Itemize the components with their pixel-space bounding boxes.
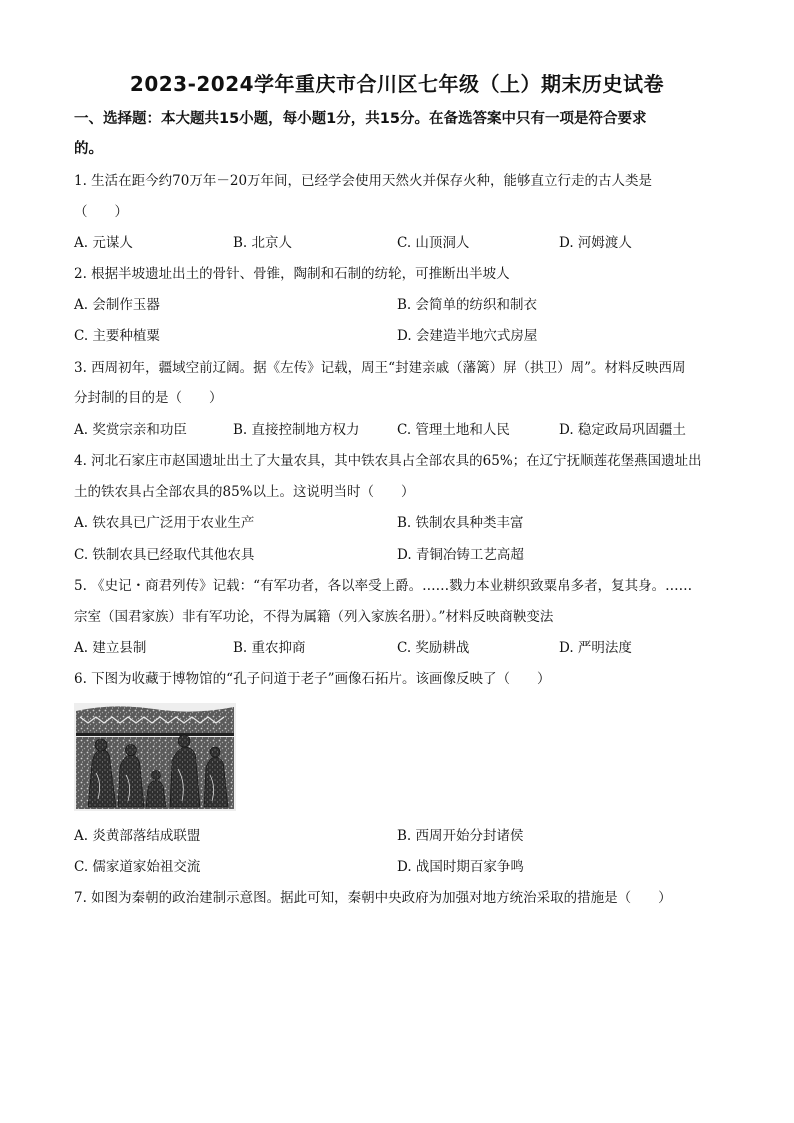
question-6-option-c[interactable]: C. 儒家道家始祖交流 (74, 859, 201, 875)
question-1-option-c[interactable]: C. 山顶洞人 (397, 235, 470, 251)
question-1-stem: 1. 生活在距今约70万年－20万年间，已经学会使用天然火并保存火种，能够直立行走的古人类是 (74, 173, 653, 189)
question-5-stem: 宗室（国君家族）非有军功论，不得为属籍（列入家族名册）。”材料反映商鞅变法 (74, 609, 554, 625)
section-heading-line: 一、选择题：本大题共15小题，每小题1分，共15分。在备选答案中只有一项是符合要求 (74, 111, 647, 127)
question-1-option-b[interactable]: B. 北京人 (233, 235, 293, 251)
question-5-option-c[interactable]: C. 奖励耕战 (397, 640, 470, 656)
question-4-stem: 4. 河北石家庄市赵国遗址出土了大量农具，其中铁农具占全部农具的65%；在辽宁抚顺莲花堡燕国遗址出 (74, 453, 702, 469)
question-4-option-a[interactable]: A. 铁农具已广泛用于农业生产 (74, 515, 255, 531)
question-3-stem: 分封制的目的是（ ） (74, 390, 223, 406)
question-6-option-b[interactable]: B. 西周开始分封诸侯 (397, 828, 524, 844)
question-3-option-a[interactable]: A. 奖赏宗亲和功臣 (74, 422, 187, 438)
section-heading-line: 的。 (74, 141, 103, 157)
question-6-option-a[interactable]: A. 炎黄部落结成联盟 (74, 828, 201, 844)
question-2-option-b[interactable]: B. 会简单的纺织和制衣 (397, 297, 538, 313)
question-2-option-c[interactable]: C. 主要种植粟 (74, 328, 160, 344)
question-3-stem: 3. 西周初年，疆域空前辽阔。据《左传》记载，周王“封建亲戚（藩篱）屏（拱卫）周”。材料反映西周 (74, 360, 686, 376)
question-2-option-d[interactable]: D. 会建造半地穴式房屋 (397, 328, 538, 344)
question-3-option-c[interactable]: C. 管理土地和人民 (397, 422, 510, 438)
question-6-stem: 6. 下图为收藏于博物馆的“孔子问道于老子”画像石拓片。该画像反映了（ ） (74, 671, 551, 687)
question-5-stem: 5. 《史记・商君列传》记载：“有军功者，各以率受上爵。……戮力本业耕织致粟帛多者，复其身。…… (74, 578, 693, 594)
question-5-option-b[interactable]: B. 重农抑商 (233, 640, 306, 656)
question-5-option-d[interactable]: D. 严明法度 (559, 640, 632, 656)
question-7-stem: 7. 如图为秦朝的政治建制示意图。据此可知，秦朝中央政府为加强对地方统治采取的措施是（ ） (74, 890, 672, 906)
question-6-option-d[interactable]: D. 战国时期百家争鸣 (397, 859, 524, 875)
question-4-option-d[interactable]: D. 青铜冶铸工艺高超 (397, 547, 524, 563)
question-2-option-a[interactable]: A. 会制作玉器 (74, 297, 160, 313)
question-3-option-b[interactable]: B. 直接控制地方权力 (233, 422, 360, 438)
question-5-option-a[interactable]: A. 建立县制 (74, 640, 147, 656)
question-1-option-a[interactable]: A. 元谋人 (74, 235, 133, 251)
question-1-stem: （ ） (74, 204, 128, 220)
page-title: 2023-2024学年重庆市合川区七年级（上）期末历史试卷 (129, 72, 665, 96)
section-heading (74, 104, 734, 164)
question-4-option-c[interactable]: C. 铁制农具已经取代其他农具 (74, 547, 255, 563)
question-4-option-b[interactable]: B. 铁制农具种类丰富 (397, 515, 524, 531)
question-4-stem: 土的铁农具占全部农具的85%以上。这说明当时（ ） (74, 484, 415, 500)
stone-relief-rubbing-image (74, 703, 236, 811)
question-2-stem: 2. 根据半坡遗址出土的骨针、骨锥，陶制和石制的纺轮，可推断出半坡人 (74, 266, 510, 282)
question-3-option-d[interactable]: D. 稳定政局巩固疆土 (559, 422, 686, 438)
question-1-option-d[interactable]: D. 河姆渡人 (559, 235, 632, 251)
